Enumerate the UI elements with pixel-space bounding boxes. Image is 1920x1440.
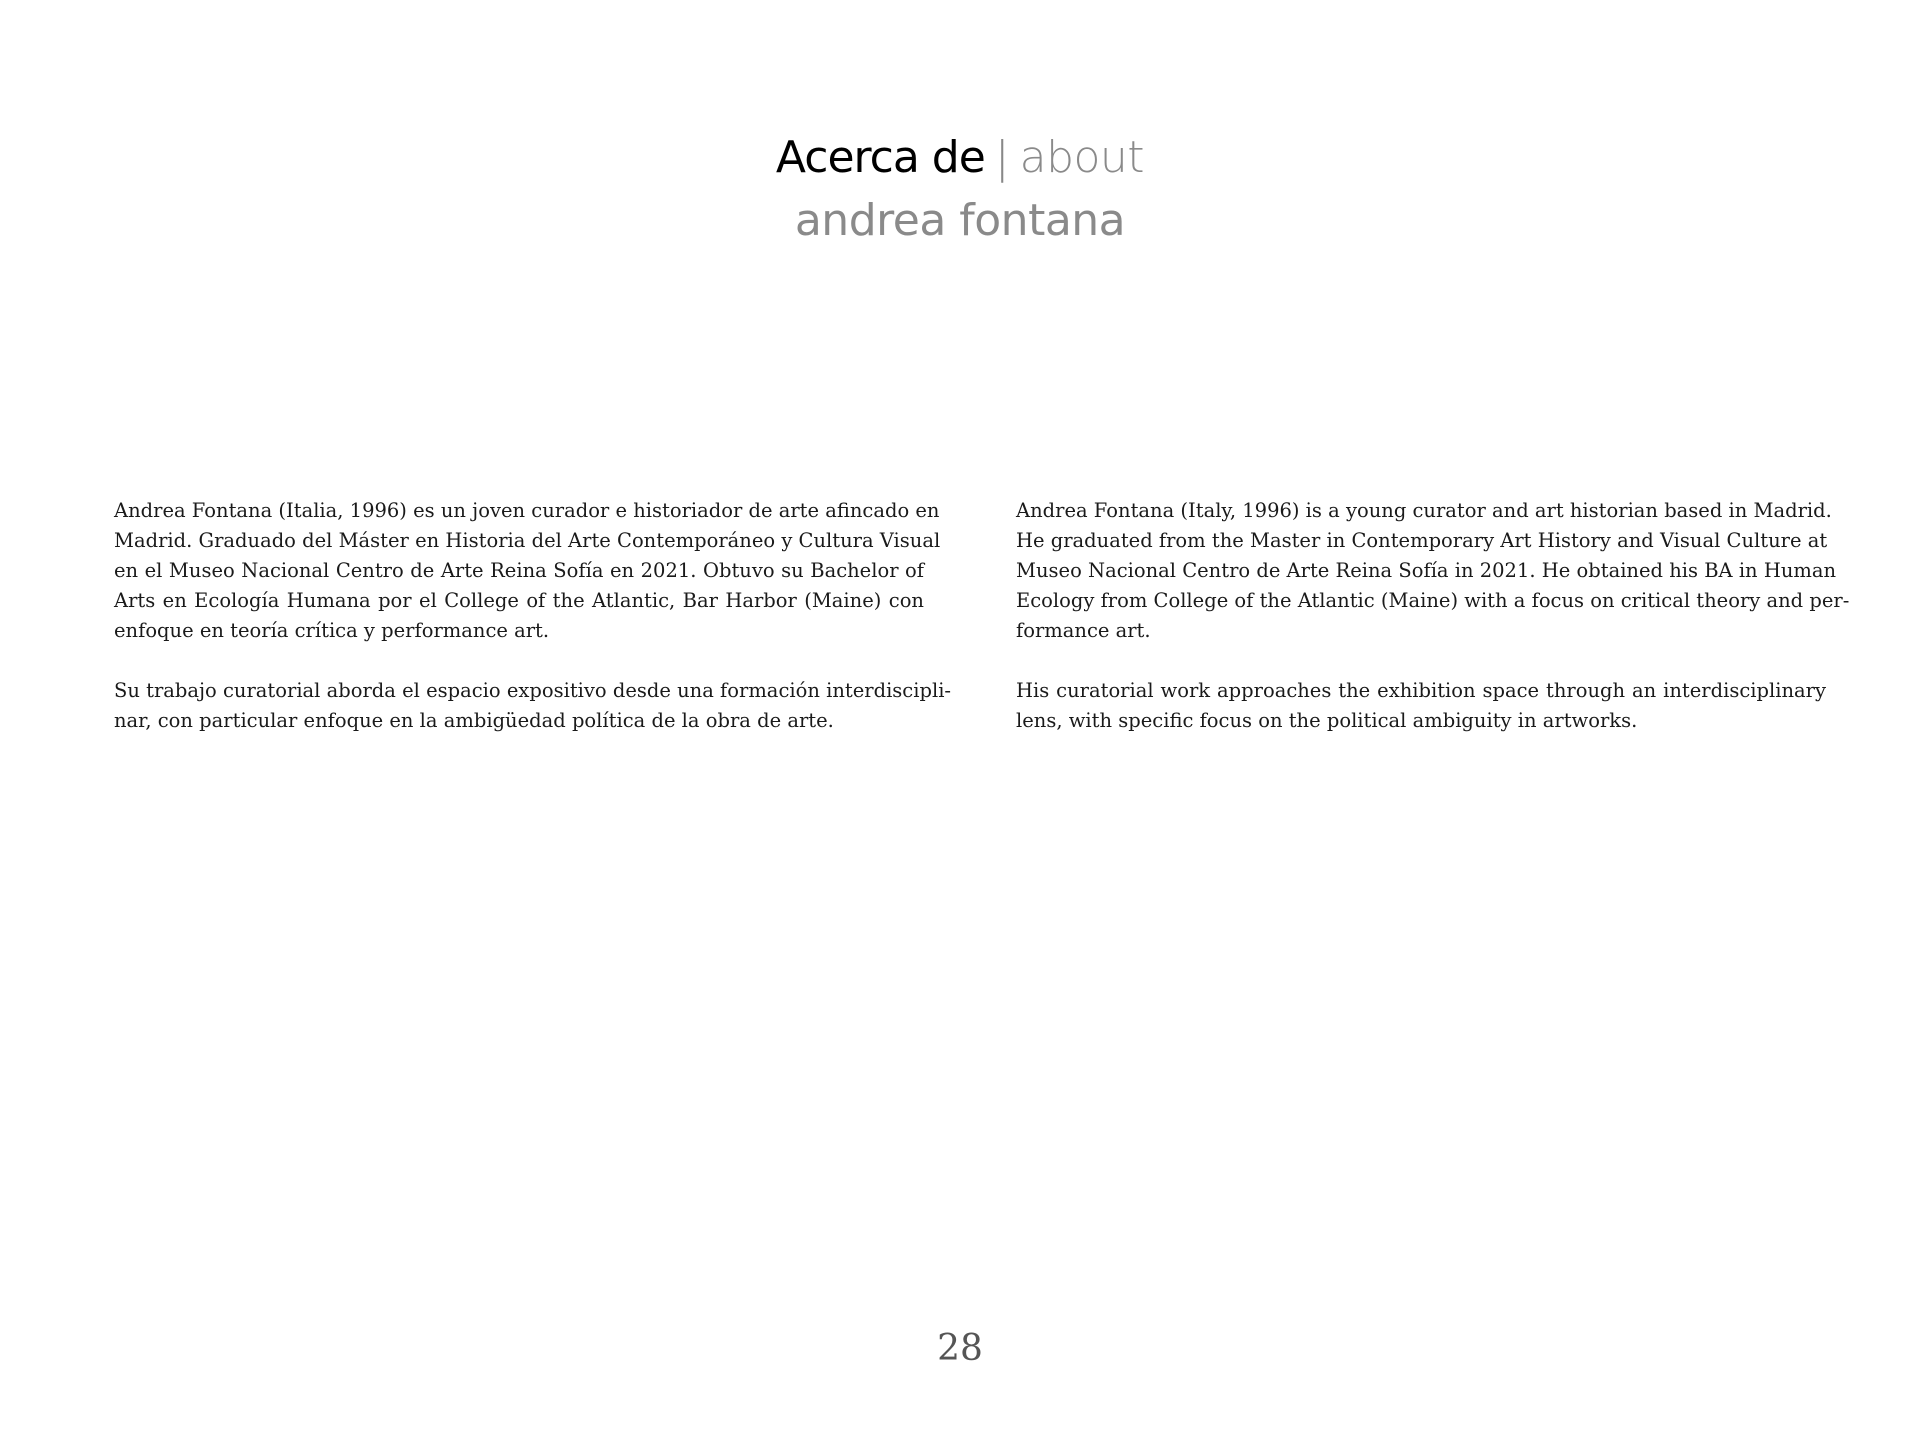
text-line: en el Museo Nacional Centro de Arte Reina Sofía en 2021. Obtuvo su Bachelor of — [114, 559, 924, 582]
text-line: He graduated from the Master in Contemporary Art History and Visual Culture at — [1016, 529, 1828, 552]
text-line: Madrid. Graduado del Máster en Historia del Arte Contemporáneo y Cultura Visual — [114, 529, 941, 552]
text-line: Andrea Fontana (Italy, 1996) is a young curator and art historian based in Madrid. — [1016, 499, 1832, 522]
text-line: Su trabajo curatorial aborda el espacio expositivo desde una formación interdiscipli- — [114, 679, 952, 702]
bio-paragraph — [114, 496, 941, 646]
text-line: Arts en Ecología Humana por el College of the Atlantic, Bar Harbor (Maine) con — [114, 589, 924, 612]
text-line: Museo Nacional Centro de Arte Reina Sofía in 2021. He obtained his BA in Human — [1016, 559, 1837, 582]
english-bio — [1016, 496, 1850, 766]
bio-paragraph — [114, 676, 952, 736]
text-line: Ecology from College of the Atlantic (Maine) with a focus on critical theory and per- — [1016, 589, 1850, 612]
page-title — [0, 128, 1920, 188]
text-line: formance art. — [1016, 619, 1151, 642]
bio-paragraph — [1016, 496, 1850, 646]
text-line: Andrea Fontana (Italia, 1996) es un joven curador e historiador de arte afincado en — [114, 499, 940, 522]
title-spanish: Acerca de — [775, 132, 985, 183]
bio-paragraph — [1016, 676, 1826, 736]
page-number: 28 — [937, 1328, 983, 1369]
text-line: lens, with specific focus on the political ambiguity in artworks. — [1016, 709, 1638, 732]
spanish-bio — [114, 496, 952, 766]
text-line: nar, con particular enfoque en la ambigüedad política de la obra de arte. — [114, 709, 834, 732]
text-line: enfoque en teoría crítica y performance art. — [114, 619, 550, 642]
title-english: about — [1019, 132, 1145, 183]
title-separator: | — [994, 132, 1010, 183]
text-line: His curatorial work approaches the exhibition space through an interdisciplinary — [1016, 679, 1826, 702]
person-name: andrea fontana — [794, 195, 1126, 246]
